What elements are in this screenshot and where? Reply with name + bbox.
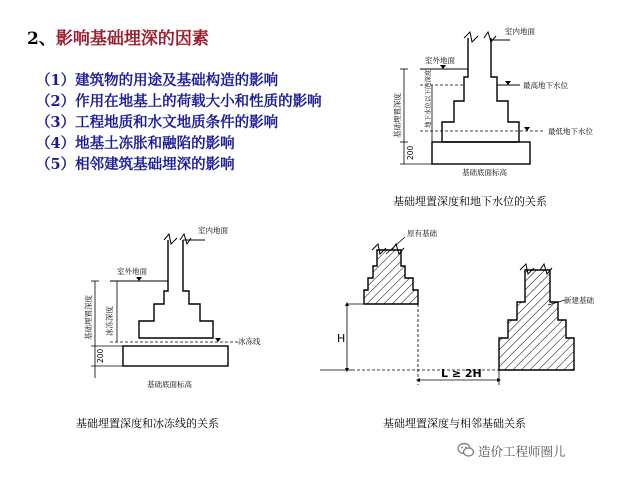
d1-base-label: 基础底面标高 [462,168,507,177]
d3-new-label: 新建基础 [564,296,594,305]
factor-item: （2）作用在地基上的荷载大小和性质的影响 [36,93,322,110]
d3-h-label: H [337,332,346,345]
d2-depth-label: 基础埋置深度 [84,295,93,340]
d1-caption: 基础埋置深度和地下水位的关系 [393,195,547,208]
d2-base-label: 基础底面标高 [147,380,192,389]
cushion-2 [123,346,228,366]
foundation-outline [442,38,519,142]
d1-water-depth-label: 地下水位以下的深度 [424,69,432,128]
section-title-text: 影响基础埋深的因素 [55,29,209,49]
factor-item: （4）地基土冻胀和融陷的影响 [36,135,235,152]
foundation-outline-2 [139,240,213,338]
factor-item: （3）工程地质和水文地质条件的影响 [36,114,279,131]
cushion [432,142,530,164]
d3-caption: 基础埋置深度与相邻基础关系 [383,417,526,430]
d1-dim-label: 200 [406,145,415,160]
d1-depth-label: 基础埋置深度 [393,93,402,138]
wechat-icon [457,441,475,459]
d3-existing-label: 原有基础 [407,229,437,238]
factor-item: （1）建筑物的用途及基础构造的影响 [36,72,279,89]
watermark-text: 造价工程师圈儿 [478,444,566,459]
diagram-adjacent [320,237,574,385]
d1-highest-water-label: 最高地下水位 [523,81,568,90]
d1-indoor-label: 室内地面 [505,27,535,36]
d2-caption: 基础埋置深度和冰冻线的关系 [76,417,219,430]
d2-frost-depth-label: 冰冻深度 [105,306,114,336]
d1-lowest-water-label: 最低地下水位 [548,127,593,136]
diagram-groundwater [400,32,544,164]
diagram-frost [91,234,238,378]
d2-frost-line-label: 冰冻线 [238,337,261,346]
factor-item: （5）相邻建筑基础埋深的影响 [36,156,235,173]
section-number: 2、 [27,29,56,49]
d1-outdoor-label: 室外地面 [425,56,455,65]
d3-spacing-label: L ≥ 2H [441,367,482,380]
existing-foundation [364,250,418,304]
d2-outdoor-label: 室外地面 [117,267,147,276]
d2-indoor-label: 室内地面 [198,226,228,235]
new-foundation [499,270,574,370]
d2-dim-label: 200 [96,348,105,363]
